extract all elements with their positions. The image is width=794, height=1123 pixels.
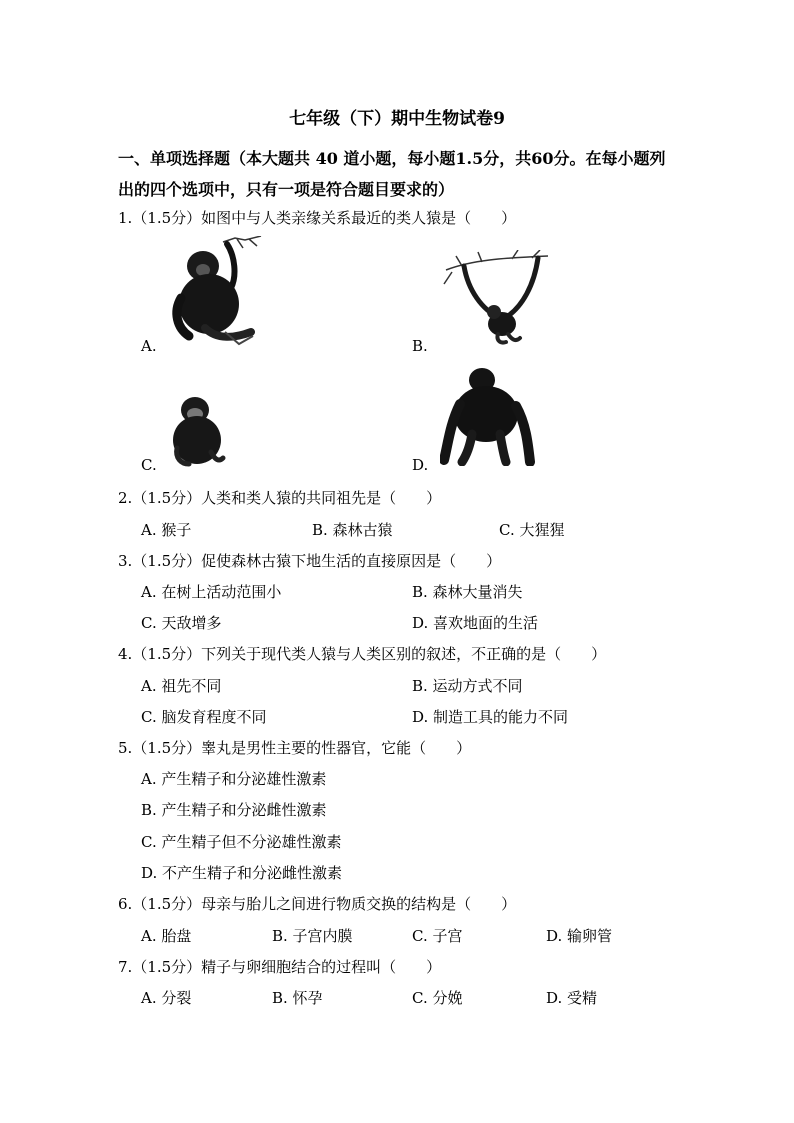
question-5-option-c: C. 产生精子但不分泌雄性激素 <box>141 833 342 851</box>
question-6-stem: 6.（1.5分）母亲与胎儿之间进行物质交换的结构是（ ） <box>118 895 517 913</box>
gorilla-image <box>440 364 536 466</box>
section-heading-line-1: 一、单项选择题（本大题共 40 道小题，每小题1.5分，共60分。在每小题列 <box>118 149 666 168</box>
question-1-option-a: A. <box>141 337 157 355</box>
question-2-option-b: B. 森林古猿 <box>312 521 393 539</box>
question-7-stem: 7.（1.5分）精子与卵细胞结合的过程叫（ ） <box>118 958 442 976</box>
question-5-option-d: D. 不产生精子和分泌雌性激素 <box>141 864 343 882</box>
question-4-option-a: A. 祖先不同 <box>141 677 222 695</box>
question-3-option-a: A. 在树上活动范围小 <box>141 583 282 601</box>
question-3-option-d: D. 喜欢地面的生活 <box>412 614 539 632</box>
question-3-option-c: C. 天敌增多 <box>141 614 222 632</box>
question-6-option-b: B. 子宫内膜 <box>272 927 353 945</box>
question-7-option-c: C. 分娩 <box>412 989 463 1007</box>
question-6-option-a: A. 胎盘 <box>141 927 192 945</box>
question-3-option-b: B. 森林大量消失 <box>412 583 523 601</box>
question-1-option-c: C. <box>141 456 157 474</box>
question-2-option-c: C. 大猩猩 <box>499 521 565 539</box>
question-2-stem: 2.（1.5分）人类和类人猿的共同祖先是（ ） <box>118 489 442 507</box>
question-1-option-d: D. <box>412 456 429 474</box>
question-5-option-a: A. 产生精子和分泌雄性激素 <box>141 770 327 788</box>
question-4-option-d: D. 制造工具的能力不同 <box>412 708 569 726</box>
question-6-option-c: C. 子宫 <box>412 927 463 945</box>
question-2-option-a: A. 猴子 <box>141 521 192 539</box>
section-heading-line-2: 出的四个选项中，只有一项是符合题目要求的） <box>118 180 455 199</box>
gibbon-sitting-image <box>165 236 265 348</box>
question-4-option-c: C. 脑发育程度不同 <box>141 708 267 726</box>
question-5-option-b: B. 产生精子和分泌雌性激素 <box>141 801 327 819</box>
question-5-stem: 5.（1.5分）睾丸是男性主要的性器官，它能（ ） <box>118 739 472 757</box>
page-title: 七年级（下）期中生物试卷9 <box>289 109 505 129</box>
question-1-stem: 1.（1.5分）如图中与人类亲缘关系最近的类人猿是（ ） <box>118 209 517 227</box>
question-7-option-b: B. 怀孕 <box>272 989 323 1007</box>
question-3-stem: 3.（1.5分）促使森林古猿下地生活的直接原因是（ ） <box>118 552 502 570</box>
question-4-stem: 4.（1.5分）下列关于现代类人猿与人类区别的叙述，不正确的是（ ） <box>118 645 607 663</box>
gibbon-hanging-image <box>442 250 552 346</box>
question-1-option-b: B. <box>412 337 428 355</box>
question-6-option-d: D. 输卵管 <box>546 927 613 945</box>
question-7-option-d: D. 受精 <box>546 989 598 1007</box>
chimpanzee-image <box>167 392 227 468</box>
question-7-option-a: A. 分裂 <box>141 989 192 1007</box>
question-4-option-b: B. 运动方式不同 <box>412 677 523 695</box>
